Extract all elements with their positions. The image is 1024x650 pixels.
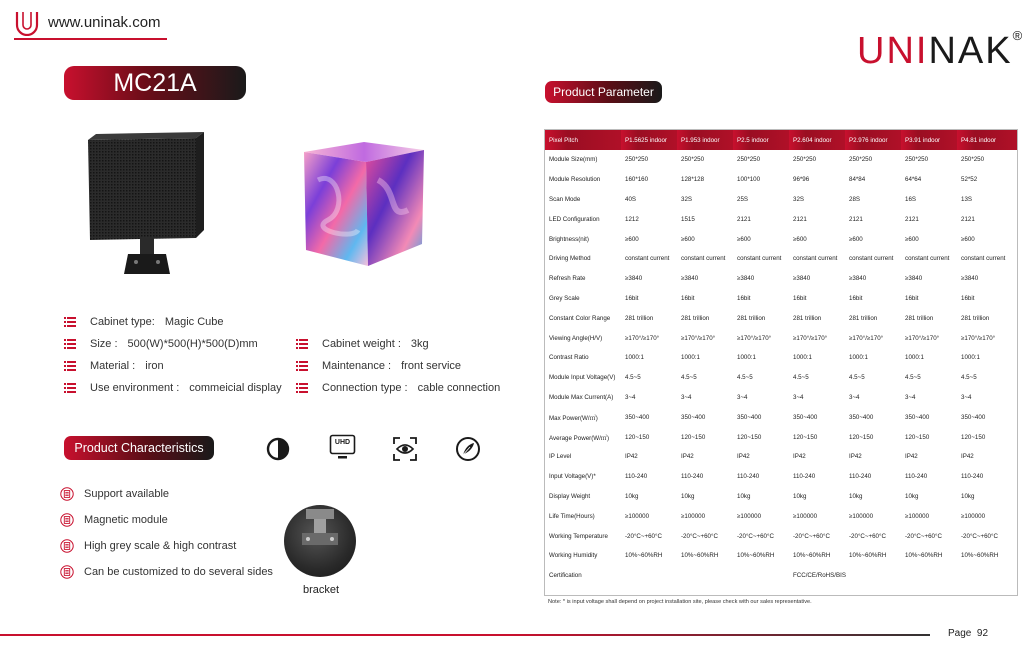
- table-row: [545, 170, 1017, 190]
- table-cell: 4.5~5: [961, 374, 977, 382]
- table-header-cell: P2.976 indoor: [845, 130, 901, 150]
- table-row: [545, 348, 1017, 368]
- spec-label: Use environment :: [90, 382, 180, 394]
- table-row-label: Average Power(W/㎡): [549, 434, 610, 442]
- spec-maintenance: [296, 360, 461, 372]
- table-cell: ≥3840: [793, 275, 811, 283]
- table-cell: 96*96: [793, 176, 810, 184]
- table-cell: 281 trillion: [737, 314, 766, 322]
- table-cell: 4.5~5: [737, 374, 753, 382]
- table-row-label: Grey Scale: [549, 294, 580, 302]
- table-cell: 3~4: [681, 393, 692, 401]
- table-cell: 40S: [625, 195, 637, 203]
- spec-value: 500(W)*500(H)*500(D)mm: [127, 338, 258, 350]
- table-cell: constant current: [849, 255, 894, 263]
- table-cell: ≥600: [681, 235, 695, 243]
- table-row: [545, 368, 1017, 388]
- table-row-label: Module Input Voltage(V): [549, 374, 616, 382]
- table-cell: 4.5~5: [849, 374, 865, 382]
- table-cell: 32S: [793, 195, 805, 203]
- table-cell: 10kg: [849, 492, 863, 500]
- table-cell: 10%~60%RH: [905, 552, 943, 560]
- table-row: [545, 289, 1017, 309]
- table-cell: 10%~60%RH: [737, 552, 775, 560]
- uhd-label: UHD: [334, 439, 351, 446]
- table-cell: 1000:1: [849, 354, 868, 362]
- table-cell: 3~4: [737, 393, 748, 401]
- table-cell: ≥100000: [905, 512, 930, 520]
- table-cell: 10kg: [737, 492, 751, 500]
- table-cell: 110-240: [905, 473, 928, 481]
- table-cell: ≥600: [737, 235, 751, 243]
- table-cell: 2121: [737, 215, 751, 223]
- table-cell: 250*250: [793, 156, 817, 164]
- spec-size: [64, 338, 258, 350]
- table-cell: ≥3840: [849, 275, 867, 283]
- table-cell: ≥170°/≥170°: [737, 334, 772, 342]
- footer-divider: [0, 634, 930, 636]
- list-icon: [64, 360, 76, 372]
- table-row-label: Contrast Ratio: [549, 354, 589, 362]
- table-cell: 25S: [737, 195, 749, 203]
- table-row: [545, 546, 1017, 566]
- table-cell: -20°C~+60°C: [849, 532, 886, 540]
- table-row: [545, 467, 1017, 487]
- list-icon: [296, 382, 308, 394]
- table-cell: 4.5~5: [905, 374, 921, 382]
- characteristic-item: [60, 539, 236, 553]
- table-cell: ≥100000: [793, 512, 818, 520]
- table-cell: 10%~60%RH: [849, 552, 887, 560]
- table-row-label: Max Power(W/㎡): [549, 414, 598, 422]
- document-badge-icon: [60, 565, 74, 579]
- table-cell: ≥100000: [849, 512, 874, 520]
- table-cell: ≥600: [625, 235, 639, 243]
- spec-value: 3kg: [410, 338, 429, 350]
- table-row: [545, 328, 1017, 348]
- table-cell: ≥600: [961, 235, 975, 243]
- spec-value: iron: [145, 360, 164, 372]
- table-row-label: Working Temperature: [549, 532, 608, 540]
- brand-logo: [857, 30, 1024, 73]
- table-cell: 3~4: [849, 393, 860, 401]
- table-cell: IP42: [625, 453, 638, 461]
- characteristic-item: [60, 513, 168, 527]
- table-cell: IP42: [681, 453, 694, 461]
- table-cell: 1000:1: [681, 354, 700, 362]
- registered-mark: ®: [1012, 28, 1024, 43]
- table-cell: ≥3840: [681, 275, 699, 283]
- table-cell: ≥170°/≥170°: [905, 334, 940, 342]
- table-row: [545, 447, 1017, 467]
- list-icon: [64, 316, 76, 328]
- spec-value: Magic Cube: [164, 316, 224, 328]
- table-cell: 10kg: [905, 492, 919, 500]
- table-row-label: Display Weight: [549, 492, 591, 500]
- list-icon: [64, 338, 76, 350]
- table-cell: ≥3840: [961, 275, 979, 283]
- table-cell: 10%~60%RH: [961, 552, 999, 560]
- table-row-label: Driving Method: [549, 255, 591, 263]
- table-cell: 16bit: [849, 294, 863, 302]
- table-cell: 110-240: [681, 473, 704, 481]
- table-cell: constant current: [681, 255, 726, 263]
- table-cell: -20°C~+60°C: [961, 532, 998, 540]
- table-cell: 110-240: [625, 473, 648, 481]
- spec-label: Cabinet weight :: [322, 338, 401, 350]
- table-cell: 28S: [849, 195, 861, 203]
- table-cell: 10kg: [681, 492, 695, 500]
- table-cell: 128*128: [681, 176, 705, 184]
- list-icon: [296, 338, 308, 350]
- table-cell: 1000:1: [737, 354, 756, 362]
- table-row: [545, 506, 1017, 526]
- table-cell: 350~400: [961, 413, 986, 421]
- table-cell: 32S: [681, 195, 693, 203]
- table-cell: 281 trillion: [961, 314, 990, 322]
- page-value: 92: [976, 628, 989, 639]
- table-row: [545, 388, 1017, 408]
- table-cell: 160*160: [625, 176, 649, 184]
- list-icon: [296, 360, 308, 372]
- table-header-cell: P2.5 indoor: [733, 130, 789, 150]
- table-row-label: LED Configuration: [549, 215, 600, 223]
- table-cell: 16bit: [793, 294, 807, 302]
- spec-use-environment: [64, 382, 282, 394]
- table-cell: [677, 566, 733, 586]
- bracket-caption: bracket: [303, 584, 340, 596]
- spec-cabinet-type: [64, 316, 224, 328]
- table-cell: 350~400: [793, 413, 818, 421]
- table-cell: -20°C~+60°C: [625, 532, 662, 540]
- table-row: [545, 229, 1017, 249]
- product-title: MC21A 500x500: [64, 66, 246, 100]
- table-cell: constant current: [905, 255, 950, 263]
- table-row: [545, 269, 1017, 289]
- table-cell: 350~400: [905, 413, 930, 421]
- table-cell: 1515: [681, 215, 695, 223]
- table-cell: ≥3840: [905, 275, 923, 283]
- table-cell: 110-240: [961, 473, 984, 481]
- product-parameter-title: Product Parameter: [545, 81, 662, 103]
- brand-dark-part: NAK: [928, 30, 1013, 72]
- table-row: [545, 487, 1017, 507]
- table-row: [545, 308, 1017, 328]
- table-header-cell: P3.91 indoor: [901, 130, 957, 150]
- table-cell: 350~400: [681, 413, 706, 421]
- table-cell: 4.5~5: [625, 374, 641, 382]
- table-cell: constant current: [793, 255, 838, 263]
- table-row-label: IP Level: [549, 453, 572, 461]
- table-cell: IP42: [905, 453, 918, 461]
- document-badge-icon: [60, 487, 74, 501]
- table-cell: 100*100: [737, 176, 761, 184]
- table-cell: ≥600: [793, 235, 807, 243]
- table-cell: 52*52: [961, 176, 978, 184]
- page-label: Page: [948, 628, 972, 639]
- table-cell: constant current: [625, 255, 670, 263]
- brand-red-part: UNI: [857, 30, 929, 72]
- table-row: [545, 407, 1017, 427]
- table-cell: 2121: [905, 215, 919, 223]
- table-cell: ≥170°/≥170°: [961, 334, 996, 342]
- list-icon: [64, 382, 76, 394]
- table-cell: 3~4: [625, 393, 636, 401]
- table-cell: 281 trillion: [793, 314, 822, 322]
- table-row-label: Working Humidity: [549, 552, 598, 560]
- table-cell: 3~4: [961, 393, 972, 401]
- table-cell: ≥170°/≥170°: [793, 334, 828, 342]
- contrast-icon: [265, 436, 291, 462]
- table-row-label: Life Time(Hours): [549, 512, 595, 520]
- table-row: [545, 249, 1017, 269]
- table-cell: 120~150: [905, 433, 930, 441]
- table-header-cell: P4.81 indoor: [957, 130, 1017, 150]
- uhd-icon: [329, 434, 356, 462]
- table-cell: 110-240: [793, 473, 816, 481]
- characteristic-text: Magnetic module: [84, 514, 168, 526]
- spec-label: Connection type :: [322, 382, 408, 394]
- table-row-label: Scan Mode: [549, 195, 581, 203]
- table-row: [545, 209, 1017, 229]
- table-header-row: [545, 130, 1017, 150]
- table-cell: 1000:1: [625, 354, 644, 362]
- table-cell: ≥170°/≥170°: [625, 334, 660, 342]
- table-cell: -20°C~+60°C: [905, 532, 942, 540]
- table-cell: 16bit: [961, 294, 975, 302]
- table-row-label: Module Size(mm): [549, 156, 598, 164]
- bracket-image: [284, 505, 356, 577]
- table-row-certification: [545, 566, 1017, 586]
- parameter-table: [545, 130, 1017, 586]
- characteristic-text: High grey scale & high contrast: [84, 540, 237, 552]
- table-cell: -20°C~+60°C: [793, 532, 830, 540]
- spec-label: Cabinet type:: [90, 316, 155, 328]
- table-row-label: Brightness(nit): [549, 235, 589, 243]
- table-row-label: Module Max Current(A): [549, 393, 614, 401]
- table-cell: 281 trillion: [905, 314, 934, 322]
- characteristic-item: [60, 487, 169, 501]
- document-badge-icon: [60, 513, 74, 527]
- table-cell: 16bit: [905, 294, 919, 302]
- document-badge-icon: [60, 539, 74, 553]
- characteristic-item: [60, 565, 273, 579]
- table-cell: 281 trillion: [681, 314, 710, 322]
- spec-value: front service: [401, 360, 462, 372]
- table-cell: IP42: [961, 453, 974, 461]
- table-cell: [733, 566, 789, 586]
- spec-label: Maintenance :: [322, 360, 392, 372]
- table-cell: 120~150: [849, 433, 874, 441]
- table-cell: 1000:1: [793, 354, 812, 362]
- website-url[interactable]: www.uninak.com: [48, 14, 161, 31]
- table-cell-certification-label: Certification: [549, 572, 582, 580]
- table-cell: 110-240: [737, 473, 760, 481]
- table-cell: 10%~60%RH: [793, 552, 831, 560]
- table-header-cell: Pixel Pitch: [545, 130, 621, 150]
- characteristic-text: Support available: [84, 488, 170, 500]
- table-cell: ≥100000: [737, 512, 762, 520]
- table-cell: 10kg: [961, 492, 975, 500]
- table-cell: ≥3840: [625, 275, 643, 283]
- spec-value: commeicial display: [189, 382, 282, 394]
- table-cell: ≥600: [849, 235, 863, 243]
- table-cell: 64*64: [905, 176, 922, 184]
- table-header-cell: P1.5625 indoor: [621, 130, 677, 150]
- header-divider: [14, 38, 167, 40]
- spec-cabinet-weight: [296, 338, 429, 350]
- table-cell: 1000:1: [905, 354, 924, 362]
- table-cell: 10%~60%RH: [681, 552, 719, 560]
- uninak-u-logo-icon: [14, 10, 40, 36]
- table-cell: 281 trillion: [625, 314, 654, 322]
- table-cell: 250*250: [625, 156, 649, 164]
- table-cell: 110-240: [849, 473, 872, 481]
- table-cell: 120~150: [793, 433, 818, 441]
- table-cell: 4.5~5: [793, 374, 809, 382]
- table-cell: 10%~60%RH: [625, 552, 663, 560]
- table-cell: 120~150: [737, 433, 762, 441]
- table-row-label: Viewing Angle(H/V): [549, 334, 603, 342]
- table-cell: ≥100000: [961, 512, 986, 520]
- table-row: [545, 427, 1017, 447]
- table-cell: 1000:1: [961, 354, 980, 362]
- spec-material: [64, 360, 164, 372]
- table-cell: 3~4: [905, 393, 916, 401]
- table-row: [545, 150, 1017, 170]
- table-cell: 250*250: [737, 156, 761, 164]
- table-cell: 250*250: [961, 156, 985, 164]
- table-cell: constant current: [737, 255, 782, 263]
- table-row-label: Refresh Rate: [549, 275, 586, 283]
- table-cell: ≥3840: [737, 275, 755, 283]
- spec-value: cable connection: [417, 382, 501, 394]
- table-cell: -20°C~+60°C: [681, 532, 718, 540]
- spec-connection-type: [296, 382, 500, 394]
- table-cell: 250*250: [681, 156, 705, 164]
- table-row: [545, 526, 1017, 546]
- table-cell: 281 trillion: [849, 314, 878, 322]
- table-cell: 2121: [961, 215, 975, 223]
- table-cell: IP42: [793, 453, 806, 461]
- table-cell: ≥100000: [625, 512, 650, 520]
- table-cell: 350~400: [625, 413, 650, 421]
- table-cell: 120~150: [961, 433, 986, 441]
- table-cell: 2121: [849, 215, 863, 223]
- table-row-label: Input Voltage(V)*: [549, 473, 596, 481]
- table-row-label: Constant Color Range: [549, 314, 611, 322]
- table-cell: 4.5~5: [681, 374, 697, 382]
- table-cell: 13S: [961, 195, 973, 203]
- table-cell: 10kg: [793, 492, 807, 500]
- table-cell: 120~150: [681, 433, 706, 441]
- table-cell: 120~150: [625, 433, 650, 441]
- table-cell: 2121: [793, 215, 807, 223]
- table-cell-certification-value: FCC/CE/RoHS/BIS: [793, 572, 846, 580]
- table-cell: ≥600: [905, 235, 919, 243]
- focus-eye-icon: [392, 436, 418, 462]
- table-cell: 1212: [625, 215, 639, 223]
- table-header-cell: P1.953 indoor: [677, 130, 733, 150]
- table-cell: 16S: [905, 195, 917, 203]
- table-cell: ≥170°/≥170°: [849, 334, 884, 342]
- table-cell: ≥100000: [681, 512, 706, 520]
- table-cell: 350~400: [737, 413, 762, 421]
- table-cell: IP42: [849, 453, 862, 461]
- table-row: [545, 190, 1017, 210]
- table-row-label: Module Resolution: [549, 176, 601, 184]
- dark-cube-product-image: [84, 130, 214, 275]
- table-cell: 16bit: [681, 294, 695, 302]
- table-cell: 350~400: [849, 413, 874, 421]
- table-cell: 16bit: [737, 294, 751, 302]
- table-header-cell: P2.604 indoor: [789, 130, 845, 150]
- characteristics-title: Product Characteristics: [64, 436, 214, 460]
- colorful-cube-product-image: [298, 140, 430, 268]
- table-cell: constant current: [961, 255, 1006, 263]
- characteristic-text: Can be customized to do several sides: [84, 566, 273, 578]
- table-cell: 250*250: [905, 156, 929, 164]
- table-cell: 10kg: [625, 492, 639, 500]
- table-cell: IP42: [737, 453, 750, 461]
- table-cell: 250*250: [849, 156, 873, 164]
- feather-icon: [455, 436, 481, 462]
- spec-label: Material :: [90, 360, 136, 372]
- page-number: [948, 628, 988, 639]
- table-cell: 84*84: [849, 176, 866, 184]
- table-cell: 3~4: [793, 393, 804, 401]
- table-cell: -20°C~+60°C: [737, 532, 774, 540]
- spec-label: Size :: [90, 338, 118, 350]
- parameter-table-container: [544, 129, 1018, 596]
- table-note: Note: * is input voltage shall depend on project installation site, please check with our sales representative.: [548, 599, 812, 605]
- table-cell: [621, 566, 677, 586]
- table-cell: 16bit: [625, 294, 639, 302]
- table-cell: ≥170°/≥170°: [681, 334, 716, 342]
